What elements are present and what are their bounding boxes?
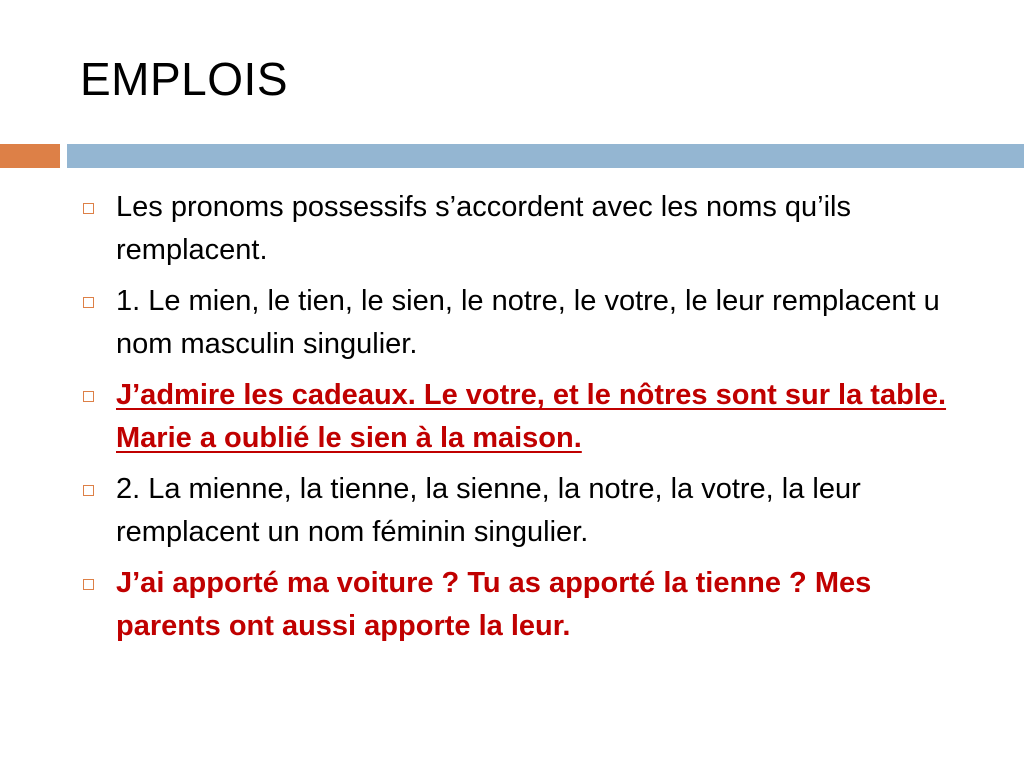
bullet-list [80, 186, 980, 656]
bullet-item-example-feminine [80, 562, 980, 648]
bullet-item-3 [80, 468, 980, 554]
square-bullet-icon [83, 297, 94, 308]
bullet-item-1 [80, 186, 980, 272]
square-bullet-icon [83, 391, 94, 402]
bullet-text: 1. Le mien, le tien, le sien, le notre, le votre, le leur remplacent u nom masculin singulier. [116, 285, 940, 360]
accent-bar-left [0, 144, 60, 168]
accent-bar-right [67, 144, 1024, 168]
square-bullet-icon [83, 485, 94, 496]
square-bullet-icon [83, 579, 94, 590]
bullet-item-2 [80, 280, 980, 366]
square-bullet-icon [83, 203, 94, 214]
bullet-text: J’admire les cadeaux. Le votre, et le nôtres sont sur la table. Marie a oublié le sien à la maison. [116, 379, 947, 454]
bullet-text: 2. La mienne, la tienne, la sienne, la notre, la votre, la leur remplacent un nom féminin singulier. [116, 473, 861, 548]
slide-title: EMPLOIS [80, 53, 289, 105]
bullet-item-example-masculine [80, 374, 980, 460]
bullet-text: J’ai apporté ma voiture ? Tu as apporté la tienne ? Mes parents ont aussi apporte la leur. [116, 567, 872, 642]
bullet-text: Les pronoms possessifs s’accordent avec les noms qu’ils remplacent. [116, 191, 851, 266]
